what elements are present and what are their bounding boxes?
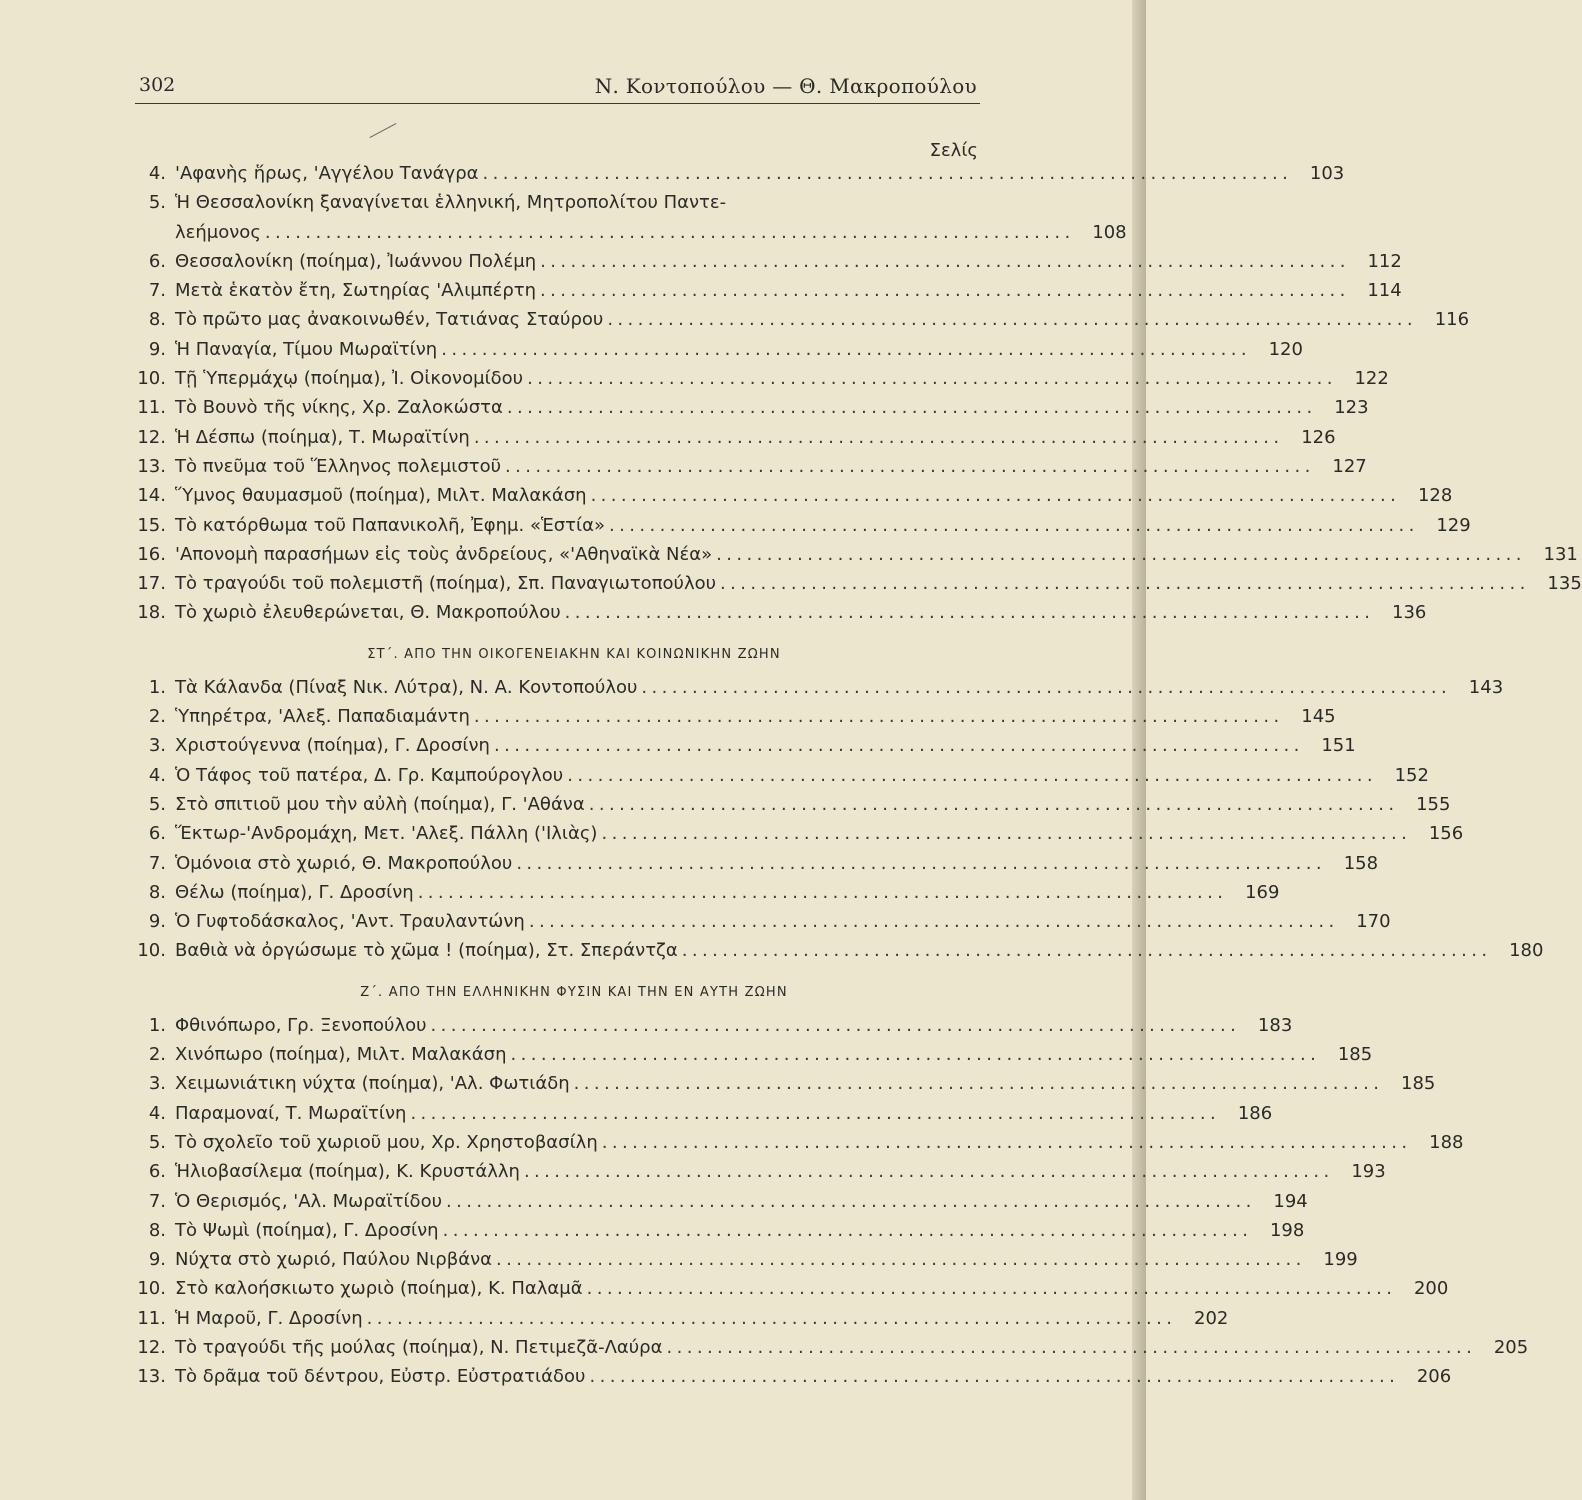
header-rule <box>135 103 980 104</box>
toc-entry <box>128 940 1544 969</box>
toc-entry <box>128 1366 1452 1395</box>
dot-leader: ................................................................................ <box>588 793 1399 815</box>
dot-leader: ................................................................................ <box>567 764 1377 786</box>
toc-entry <box>128 793 1451 823</box>
toc-entry <box>128 1102 1273 1132</box>
entry-title: Τὸ χωριὸ ἐλευθερώνεται, Θ. Μακροπούλου <box>175 602 561 624</box>
running-head: Ν. Κοντοπούλου — Θ. Μακροπούλου <box>594 74 977 98</box>
entry-page-number: 108 <box>1092 221 1127 243</box>
dot-leader: ................................................................................ <box>366 1307 1177 1329</box>
page-number: 302 <box>139 74 176 96</box>
entry-page-number: 193 <box>1351 1161 1386 1183</box>
entry-page-number: 194 <box>1273 1190 1308 1212</box>
dot-leader: ................................................................................ <box>441 338 1251 360</box>
entry-number: 4. <box>148 764 166 786</box>
page-column-label: Σελίς <box>929 140 978 161</box>
dot-leader: ................................................................................ <box>601 1131 1412 1153</box>
entry-title: Φθινόπωρο, Γρ. Ξενοπούλου <box>175 1014 427 1036</box>
toc-entry <box>128 1336 1529 1366</box>
entry-page-number: 112 <box>1367 250 1402 272</box>
entry-title: Τὸ Βουνὸ τῆς νίκης, Χρ. Ζαλοκώστα <box>175 397 503 419</box>
entry-title: Τὸ πρῶτο μας ἀνακοινωθέν, Τατιάνας Σταύρου <box>175 309 604 331</box>
entry-number: 11. <box>137 397 166 419</box>
dot-leader: ................................................................................ <box>601 823 1412 845</box>
entry-page-number: 120 <box>1268 338 1303 360</box>
toc-entry <box>128 1161 1386 1190</box>
toc-entry <box>128 1278 1449 1307</box>
table-of-contents <box>128 163 1582 1396</box>
dot-leader: ................................................................................ <box>586 1278 1397 1300</box>
dot-leader: ................................................................................ <box>540 250 1350 272</box>
entry-title: Ἡ Δέσπω (ποίημα), Τ. Μωραϊτίνη <box>175 426 470 448</box>
entry-title: Τὸ σχολεῖο τοῦ χωριοῦ μου, Χρ. Χρηστοβασίλη <box>175 1131 598 1153</box>
entry-number: 13. <box>137 1366 166 1388</box>
dot-leader: ................................................................................ <box>516 852 1327 874</box>
entry-number: 6. <box>148 823 166 845</box>
entry-title: Χριστούγεννα (ποίημα), Γ. Δροσίνη <box>175 735 490 757</box>
toc-entry <box>128 706 1336 735</box>
entry-number: 7. <box>148 852 166 874</box>
entry-number: 4. <box>148 163 166 184</box>
entry-title: Μετὰ ἑκατὸν ἔτη, Σωτηρίας 'Αλιμπέρτη <box>175 280 536 302</box>
entry-number: 3. <box>148 735 166 757</box>
toc-entry <box>128 764 1429 794</box>
entry-title: Τὸ δρᾶμα τοῦ δέντρου, Εὐστρ. Εὐστρατιάδου <box>175 1366 586 1388</box>
entry-page-number: 183 <box>1257 1014 1293 1036</box>
entry-number: 7. <box>148 1190 166 1212</box>
entry-page-number: 180 <box>1509 940 1544 962</box>
entry-title: Χινόπωρο (ποίημα), Μιλτ. Μαλακάση <box>175 1044 507 1066</box>
toc-entry <box>128 573 1582 602</box>
entry-number: 10. <box>137 368 166 390</box>
dot-leader: ................................................................................ <box>539 280 1350 302</box>
entry-page-number: 188 <box>1429 1131 1464 1153</box>
section-st-list <box>128 676 1544 970</box>
entry-title: 'Αφανὴς ἥρως, 'Αγγέλου Τανάγρα <box>175 163 479 184</box>
toc-entry <box>128 852 1379 882</box>
entry-page-number: 129 <box>1436 514 1471 536</box>
dot-leader: ................................................................................ <box>417 881 1228 903</box>
toc-entry <box>128 1219 1305 1249</box>
entry-title: Τὸ Ψωμὶ (ποίημα), Γ. Δροσίνη <box>175 1219 439 1241</box>
dot-leader: ................................................................................ <box>523 1161 1334 1183</box>
toc-entry <box>128 280 1402 309</box>
page-header <box>135 70 977 104</box>
section-heading-z: Ζ΄. ΑΠΟ ΤΗΝ ΕΛΛΗΝΙΚΗΝ ΦΥΣΙΝ ΚΑΙ ΤΗΝ ΕΝ ΑΥΤΗ ΖΩΗΝ <box>360 984 788 1000</box>
toc-entry <box>128 426 1336 456</box>
entry-title: Τὸ τραγούδι τῆς μούλας (ποίημα), Ν. Πετιμεζᾶ-Λαύρα <box>175 1336 663 1358</box>
dot-leader: ................................................................................ <box>608 514 1419 536</box>
dot-leader: ................................................................................ <box>430 1014 1241 1036</box>
toc-entry <box>128 911 1391 940</box>
dot-leader: ................................................................................ <box>716 543 1526 565</box>
toc-entry <box>128 602 1427 631</box>
entry-title: 'Απονομὴ παρασήμων εἰς τοὺς ἀνδρείους, «'Αθηναϊκὰ Νέα» <box>175 543 713 565</box>
toc-entry <box>128 1044 1373 1073</box>
dot-leader: ................................................................................ <box>510 1044 1321 1066</box>
entry-number: 4. <box>148 1102 166 1124</box>
dot-leader: ................................................................................ <box>607 309 1418 331</box>
entry-number: 12. <box>137 426 166 448</box>
entry-number: 8. <box>148 1219 166 1241</box>
entry-title: Ὁ Γυφτοδάσκαλος, 'Αντ. Τραυλαντώνη <box>175 911 525 933</box>
entry-page-number: 135 <box>1547 573 1582 595</box>
dot-leader: ................................................................................ <box>573 1073 1384 1095</box>
toc-entry <box>128 1131 1464 1161</box>
entry-title: Ἡ Μαροῦ, Γ. Δροσίνη <box>175 1307 363 1329</box>
toc-entry <box>128 514 1471 544</box>
entry-page-number: 116 <box>1434 309 1470 331</box>
entry-page-number: 205 <box>1493 1336 1529 1358</box>
toc-entry <box>128 823 1464 852</box>
dot-leader: ................................................................................ <box>446 1190 1256 1212</box>
dot-leader: ................................................................................ <box>681 940 1492 962</box>
entry-number: 13. <box>137 455 166 477</box>
entry-page-number: 158 <box>1343 852 1379 874</box>
entry-page-number: 200 <box>1413 1278 1449 1300</box>
entry-title: Ἡ Παναγία, Τίμου Μωραϊτίνη <box>175 338 438 360</box>
entry-page-number: 169 <box>1245 881 1280 903</box>
entry-title: Ὕμνος θαυμασμοῦ (ποίημα), Μιλτ. Μαλακάση <box>175 485 587 507</box>
section-e-list <box>128 163 1582 632</box>
entry-page-number: 186 <box>1237 1102 1273 1124</box>
entry-title: Τῇ Ὑπερμάχῳ (ποίημα), Ἰ. Οἰκονομίδου <box>175 368 524 390</box>
entry-page-number: 127 <box>1332 455 1367 477</box>
toc-entry <box>128 1307 1229 1337</box>
entry-title: Παραμοναί, Τ. Μωραϊτίνη <box>175 1102 407 1124</box>
toc-entry <box>128 881 1280 911</box>
dot-leader: ................................................................................ <box>493 735 1304 757</box>
dot-leader: ................................................................................ <box>473 706 1284 728</box>
entry-page-number: 103 <box>1309 163 1345 184</box>
entry-number: 2. <box>148 1044 166 1066</box>
entry-number: 14. <box>137 485 166 507</box>
entry-page-number: 206 <box>1416 1366 1452 1388</box>
toc-entry <box>128 163 1345 192</box>
entry-title: Ὁμόνοια στὸ χωριό, Θ. Μακροπούλου <box>175 852 513 874</box>
entry-number: 5. <box>148 192 166 214</box>
entry-number: 2. <box>148 706 166 728</box>
entry-number: 6. <box>148 1161 166 1183</box>
toc-entry <box>128 735 1356 764</box>
entry-page-number: 170 <box>1356 911 1391 933</box>
entry-title: Ὑπηρέτρα, 'Αλεξ. Παπαδιαμάντη <box>175 706 470 728</box>
toc-entry <box>128 543 1578 573</box>
toc-entry <box>128 1190 1308 1220</box>
dot-leader: ................................................................................ <box>473 426 1284 448</box>
entry-page-number: 128 <box>1417 485 1453 507</box>
toc-entry <box>128 250 1402 280</box>
dot-leader: ................................................................................ <box>564 602 1375 624</box>
dot-leader: ................................................................................ <box>496 1249 1306 1271</box>
toc-entry <box>128 221 1127 251</box>
entry-number: 9. <box>148 338 166 360</box>
entry-number: 1. <box>148 1014 166 1036</box>
section-heading-st: ΣΤ΄. ΑΠΟ ΤΗΝ ΟΙΚΟΓΕΝΕΙΑΚΗΝ ΚΑΙ ΚΟΙΝΩΝΙΚΗΝ ΖΩΗΝ <box>367 646 781 662</box>
entry-page-number: 198 <box>1269 1219 1305 1241</box>
entry-title: Χειμωνιάτικη νύχτα (ποίημα), 'Αλ. Φωτιάδη <box>175 1073 570 1095</box>
entry-title: Θέλω (ποίημα), Γ. Δροσίνη <box>175 881 414 903</box>
entry-number: 9. <box>148 911 166 933</box>
entry-title: λεήμονος <box>175 221 261 243</box>
toc-entry <box>128 1249 1358 1278</box>
entry-title: Ἡ Θεσσαλονίκη ξαναγίνεται ἑλληνική, Μητροπολίτου Παντε- <box>175 192 727 214</box>
dot-leader: ................................................................................ <box>527 368 1337 390</box>
entry-page-number: 152 <box>1394 764 1429 786</box>
entry-number: 1. <box>148 676 166 698</box>
toc-entry <box>128 368 1389 397</box>
dot-leader: ................................................................................ <box>666 1336 1477 1358</box>
entry-number: 9. <box>148 1249 166 1271</box>
dot-leader: ................................................................................ <box>410 1102 1221 1124</box>
dot-leader: ................................................................................ <box>482 163 1293 184</box>
dot-leader: ................................................................................ <box>528 911 1339 933</box>
entry-title: Στὸ καλοήσκιωτο χωριὸ (ποίημα), Κ. Παλαμᾶ <box>175 1278 583 1300</box>
entry-number: 17. <box>137 573 166 595</box>
entry-number: 6. <box>148 250 166 272</box>
entry-page-number: 151 <box>1321 735 1356 757</box>
entry-title: Ἡλιοβασίλεμα (ποίημα), Κ. Κρυστάλλη <box>175 1161 520 1183</box>
entry-title: Βαθιὰ νὰ ὀργώσωμε τὸ χῶμα ! (ποίημα), Στ. Σπεράντζα <box>175 940 678 962</box>
entry-title: Τὰ Κάλανδα (Πίναξ Νικ. Λύτρα), Ν. Α. Κοντοπούλου <box>175 676 638 698</box>
entry-page-number: 145 <box>1301 706 1336 728</box>
entry-title: Τὸ πνεῦμα τοῦ Ἕλληνος πολεμιστοῦ <box>175 455 502 477</box>
pencil-mark <box>370 123 397 138</box>
toc-entry <box>128 1073 1436 1102</box>
entry-page-number: 185 <box>1401 1073 1436 1095</box>
dot-leader: ................................................................................ <box>442 1219 1253 1241</box>
dot-leader: ................................................................................ <box>589 1366 1400 1388</box>
entry-page-number: 131 <box>1543 543 1578 565</box>
entry-page-number: 185 <box>1337 1044 1373 1066</box>
entry-page-number: 143 <box>1468 676 1504 698</box>
entry-page-number: 126 <box>1301 426 1336 448</box>
dot-leader: ................................................................................ <box>505 455 1315 477</box>
section-z-list <box>128 1014 1529 1396</box>
entry-number: 5. <box>148 793 166 815</box>
entry-number: 18. <box>137 602 166 624</box>
toc-entry <box>128 676 1504 706</box>
entry-page-number: 155 <box>1416 793 1451 815</box>
dot-leader: ................................................................................ <box>506 397 1317 419</box>
entry-number: 3. <box>148 1073 166 1095</box>
toc-entry <box>128 397 1369 426</box>
entry-title: Τὸ τραγούδι τοῦ πολεμιστῆ (ποίημα), Σπ. Παναγιωτοπούλου <box>175 573 717 595</box>
entry-page-number: 202 <box>1194 1307 1229 1329</box>
toc-entry <box>128 192 980 221</box>
entry-title: Τὸ κατόρθωμα τοῦ Παπανικολῆ, Ἐφημ. «Ἑστία» <box>175 514 605 536</box>
toc-entry <box>128 1014 1293 1044</box>
dot-leader: ................................................................................ <box>264 221 1075 243</box>
entry-number: 15. <box>137 514 166 536</box>
entry-number: 7. <box>148 280 166 302</box>
entry-page-number: 156 <box>1428 823 1464 845</box>
entry-number: 16. <box>137 543 166 565</box>
dot-leader: ................................................................................ <box>641 676 1452 698</box>
dot-leader: ................................................................................ <box>720 573 1530 595</box>
toc-entry <box>128 309 1470 338</box>
entry-number: 8. <box>148 881 166 903</box>
entry-title: Ἕκτωρ-'Ανδρομάχη, Μετ. 'Αλεξ. Πάλλη ('Ιλιὰς) <box>175 823 598 845</box>
entry-number: 10. <box>137 1278 166 1300</box>
entry-page-number: 123 <box>1334 397 1369 419</box>
entry-page-number: 122 <box>1354 368 1389 390</box>
dot-leader: ................................................................................ <box>590 485 1401 507</box>
entry-page-number: 114 <box>1367 280 1402 302</box>
entry-title: Ὁ Θερισμός, 'Αλ. Μωραϊτίδου <box>175 1190 442 1212</box>
entry-title: Νύχτα στὸ χωριό, Παύλου Νιρβάνα <box>175 1249 492 1271</box>
toc-entry <box>128 485 1453 514</box>
entry-number: 12. <box>137 1336 166 1358</box>
entry-page-number: 199 <box>1323 1249 1358 1271</box>
entry-page-number: 136 <box>1392 602 1427 624</box>
toc-entry <box>128 338 1303 368</box>
entry-number: 5. <box>148 1131 166 1153</box>
entry-number: 8. <box>148 309 166 331</box>
entry-title: Ὁ Τάφος τοῦ πατέρα, Δ. Γρ. Καμπούρογλου <box>175 764 564 786</box>
entry-number: 10. <box>137 940 166 962</box>
entry-title: Θεσσαλονίκη (ποίημα), Ἰωάννου Πολέμη <box>175 250 537 272</box>
toc-entry <box>128 455 1367 485</box>
entry-number: 11. <box>137 1307 166 1329</box>
entry-title: Στὸ σπιτιοῦ μου τὴν αὐλὴ (ποίημα), Γ. 'Αθάνα <box>175 793 585 815</box>
